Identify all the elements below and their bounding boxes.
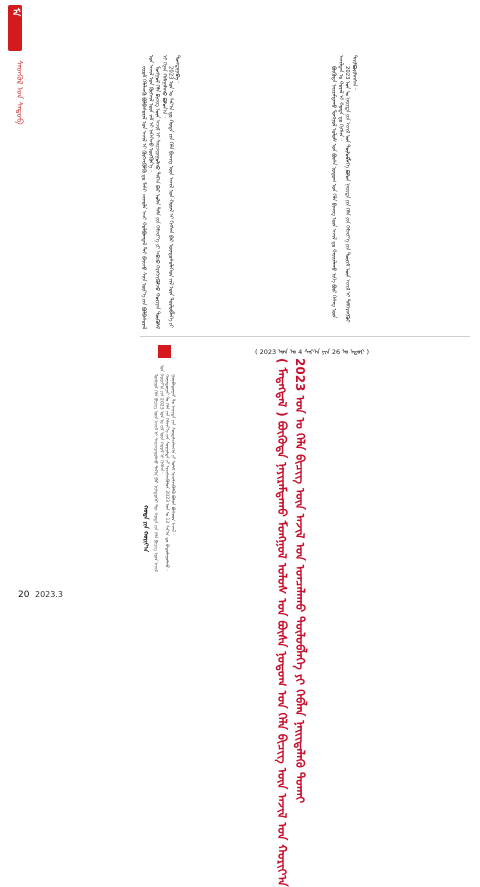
headline-line-1: ( ᠮᠡᠳᠡᠭᠳᠡᠯ ) ᠪᠦᠭᠦᠳᠡ ᠨᠠᠶᠢᠷᠠᠮᠳᠠᠬᠤ ᠮᠣᠩᠭᠣᠯ ᠤᠯᠤᠰ ᠤᠨ ᠪᠦᠰᠡ ᠨᠤᠲᠤᠭ ᠤᠨ ᠬᠡᠯᠡ ᠪᠢᠴᠢᠭ ᠦᠨ ᠠᠵᠢᠯ ᠤᠨ ᠬᠣᠷᠢᠶ᠎ᠠ [275,358,289,887]
article-body-right [330,55,470,330]
page-footer [18,590,63,600]
section-badge [8,5,22,51]
page-number: 20 [18,590,30,600]
section-caption: ᠰᠡᠳᠬᠦᠯ ᠤᠨ ᠰᠡᠳᠦᠪ [15,60,24,125]
notes-block [152,365,257,575]
paragraph: 2023 ᠣᠨ ᠤ ᠰᠠᠷ᠎ᠠ ᠳᠤ ᠬᠣᠲᠠ ᠶᠢᠨ ᠬᠡᠯᠡ ᠪᠢᠴᠢᠭ ᠦᠨ ᠠᠵᠢᠯ ᠤᠨ ᠬᠤᠷᠠᠯ ᠢ ᠬᠢᠭᠰᠡᠨ ᠪᠡᠷ ᠦᠨᠳᠦᠰᠦᠯᠡᠭᠡᠳ ᠵᠢᠯ ᠦᠨ ᠲᠥᠯᠥᠪᠯᠡᠭᠡ ᠶᠢ ᠲᠣᠭᠲᠠᠭᠠᠪᠠ᠃ [167,55,181,328]
paragraph: 2023 ᠣᠨ ᠤ ᠨᠡᠢᠢᠲᠡ ᠶᠢᠨ ᠠᠵᠢᠯ ᠤᠨ ᠲᠥᠯᠥᠪᠯᠡᠭᠡ ᠪᠣᠯᠤᠨ ᠨᠡᠢᠢᠲᠡ ᠶᠢᠨ ᠬᠡᠯᠡ ᠶᠢᠨ ᠬᠡᠮᠵᠢᠶ᠎ᠡ ᠶᠢᠨ ᠳᠦᠷᠢᠮ ᠦᠨ ᠠᠵᠢᠯ ᠢ ᠳᠡᠯᠭᠡᠷᠡᠩᠭᠦᠢ ᠲᠠᠢᠯᠪᠤᠷᠢᠯᠠᠭᠰᠠᠨ᠃ [344,55,357,322]
divider [140,336,470,337]
issue-label: 2023.3 [35,590,63,599]
red-square-icon [158,345,171,358]
article-body-left [140,55,325,330]
section-badge-text: ᠮᠡ [10,8,20,17]
headline-line-2: 2023 ᠣᠨ ᠤ ᠬᠡᠯᠡ ᠪᠢᠴᠢᠭ ᠦᠨ ᠠᠵᠢᠯ ᠤᠨ ᠣᠨᠴᠠᠯᠠᠬᠤ ᠲᠥᠯᠥᠪᠯᠡᠭᠡ ᠶᠢ ᠬᠡᠪᠯᠡᠨ ᠨᠡᠢᠢᠲᠡᠯᠡᠬᠦ ᠲᠤᠬᠠᠢ [293,358,307,804]
signature: ᠬᠣᠲᠠ ᠶᠢᠨ ᠬᠣᠷᠢᠶ᠎ᠠ [142,505,149,552]
paragraph: ᠮᠣᠩᠭᠣᠯ ᠬᠡᠯᠡ ᠪᠢᠴᠢᠭ ᠦᠨ ᠠᠵᠢᠯ ᠢ ᠰᠠᠢᠵᠢᠷᠠᠭᠤᠯᠬᠤ ᠲᠠᠯ᠎ᠠ ᠪᠠᠷ ᠣᠯᠠᠨ ᠲᠠᠯᠠ ᠶᠢᠨ ᠬᠡᠮᠵᠢᠶ᠎ᠡ ᠶᠢ ᠠᠪᠴᠤ ᠬᠡᠷᠡᠭᠵᠢᠭᠦᠯᠵᠦ ᠬᠣᠷᠢᠶᠠᠨ ᠲᠦᠭᠦᠮᠡᠯ ᠢ ᠬᠢᠨᠠᠨ ᠬᠠᠮᠠᠭᠠᠯᠠᠬᠤ ᠪᠣᠯᠣᠨ᠎ᠠ᠃ [154,55,167,329]
date-line: ( 2023 ᠣᠨ ᠤ 4 ᠰᠠᠷ᠎ᠠ ᠶᠢᠨ 26 ᠤ ᠡᠳᠦᠷ ) [255,348,370,356]
note-paragraph: ᠭᠤᠷᠪᠠᠳᠤᠭᠠᠷ ᠲᠤ ᠨᠡᠢᠢᠲᠡ ᠶᠢᠨ ᠰᠤᠷᠲᠠᠯᠴᠢᠯᠠᠭ᠎ᠠ ᠶᠢ ᠤᠯᠠᠮ ᠡᠷᠴᠢᠮᠵᠢᠭᠦᠯᠬᠦ ᠪᠣᠯᠤᠨ ᠪᠤᠰᠤᠳ ᠠᠵᠢᠯ᠃ [169,374,175,536]
note-paragraph: ᠬᠣᠶᠠᠳᠤᠭᠠᠷ ᠲᠤ ᠬᠡᠯᠡ ᠶᠢᠨ ᠬᠡᠮᠵᠢᠶ᠎ᠡ ᠶᠢᠨ ᠰᠤᠷᠭᠠᠯᠲᠠ ᠶᠢ ᠡᠷᠴᠢᠮᠵᠢᠭᠦᠯᠦᠨ 2023 ᠣᠨ ᠤ 12 ᠰᠠᠷ᠎ᠠ ᠳᠤ ᠪᠠᠲᠤᠯᠠᠭᠤᠯᠬᠤ᠃ [164,374,170,572]
note-paragraph: ᠮᠣᠩᠭᠣᠯ ᠬᠡᠯᠡ ᠪᠢᠴᠢᠭ ᠦᠨ ᠠᠵᠢᠯ ᠢ ᠰᠠᠢᠵᠢᠷᠠᠭᠤᠯᠬᠤ ᠲᠠᠯ᠎ᠠ ᠪᠠᠷ ᠨᠢᠭᠡᠳᠦᠭᠡᠷ ᠲᠦ ᠬᠣᠲᠠ ᠶᠢᠨ ᠬᠡᠯᠡ ᠪᠢᠴᠢᠭ ᠦᠨ ᠠᠵᠢᠯ ᠤᠨ ᠬᠣᠷᠢᠶ᠎ᠠ ᠶᠢᠨ 2023 ᠣᠨ ᠤ ᠵᠢᠯ ᠦᠨ ᠬᠤᠷᠠᠯ ᠢ ᠬᠢᠭᠰᠡᠨ᠃ [152,365,164,572]
paragraph: ᠪᠦᠭᠦᠳᠡ ᠨᠠᠶᠢᠷᠠᠮᠳᠠᠬᠤ ᠮᠣᠩᠭᠣᠯ ᠤᠯᠤᠰ ᠤᠨ ᠪᠦᠰᠡ ᠨᠤᠲᠤᠭ ᠤᠨ ᠬᠡᠯᠡ ᠪᠢᠴᠢᠭ ᠦᠨ ᠠᠵᠢᠯ ᠳᠤ ᠬᠠᠷᠢᠶᠠᠯᠠᠬᠤ ᠨᠢᠭᠡ ᠪᠦᠷ ᠬᠡᠰᠡᠭ ᠦᠨ ᠠᠵᠢᠯᠲᠠᠨ ᠤ ᠬᠤᠷᠠᠯ ᠢ ᠬᠣᠲᠠ ᠳᠤ ᠬᠢᠭᠰᠡᠨ᠃ [330,55,344,318]
paragraph: ᠵᠢᠷᠤᠮ ᠬᠡᠯᠡᠯᠴᠡᠬᠦ ᠪᠣᠯᠪᠠᠰᠤᠷᠠᠯ ᠤᠨ ᠠᠵᠢᠯ ᠢ ᠬᠥᠭᠵᠢᠭᠦᠯᠬᠦ ᠳᠤ ᠮᠠᠰᠢ ᠴᠢᠬᠤᠯᠠ ᠠᠴᠢ ᠬᠣᠯᠪᠣᠭᠳᠠᠯ ᠲᠠᠢ ᠪᠠᠢᠵᠤ ᠰᠢᠨᠡ ᠦᠶ᠎ᠡ ᠶᠢᠨ ᠪᠣᠯᠪᠠᠰᠤᠷᠠᠯ ᠤᠨ ᠠᠵᠢᠯ ᠤᠨ ᠬᠥᠭᠵᠢᠯ ᠦᠨ ᠵᠠᠮ ᠢ ᠨᠡᠭᠡᠭᠡᠵᠦ ᠦᠭᠭᠦᠨ᠎ᠡ᠃ [140,55,154,329]
